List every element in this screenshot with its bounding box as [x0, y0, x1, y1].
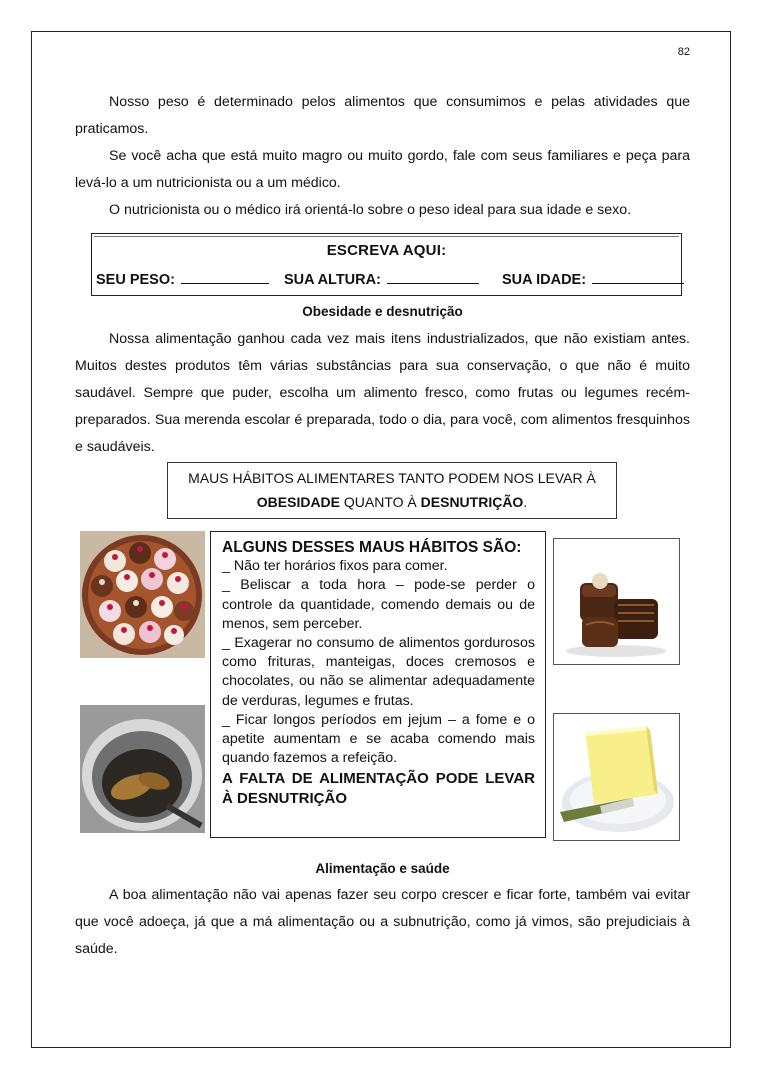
age-field[interactable]	[502, 272, 684, 288]
section-heading-obesity: Obesidade e desnutrição	[302, 304, 463, 319]
intro-paragraph-2: Se você acha que está muito magro ou muito gordo, fale com seus familiares e peça para levá-lo a um nutricionista ou a um médico.	[75, 148, 690, 191]
write-box-title: ESCREVA AQUI:	[326, 242, 447, 259]
section-heading-health: Alimentação e saúde	[315, 861, 450, 876]
intro-paragraph-3: O nutricionista ou o médico irá orientá-lo sobre o peso ideal para sua idade e sexo.	[109, 202, 632, 218]
weight-label: SEU PESO:	[96, 272, 175, 288]
warning-line-1: MAUS HÁBITOS ALIMENTARES TANTO PODEM NOS LEVAR À	[188, 470, 596, 486]
cupcakes-photo	[80, 531, 205, 658]
warning-malnutrition: DESNUTRIÇÃO	[420, 494, 524, 510]
frying-pot-photo	[80, 705, 205, 833]
height-blank[interactable]	[387, 282, 479, 284]
weight-blank[interactable]	[181, 282, 269, 284]
age-label: SUA IDADE:	[502, 272, 587, 288]
height-field[interactable]	[284, 272, 479, 288]
warning-obesity: OBESIDADE	[256, 494, 340, 510]
habits-title: ALGUNS DESSES MAUS HÁBITOS SÃO:	[222, 539, 522, 556]
height-label: SUA ALTURA:	[284, 272, 381, 288]
habit-item-1: _ Não ter horários fixos para comer.	[222, 558, 448, 575]
habit-item-3: _ Exagerar no consumo de alimentos gordurosos como frituras, manteigas, doces cremosos e chocolates, ou não se alimentar adequadamente de verduras, legumes e frutas.	[222, 635, 535, 709]
habit-item-2: _ Beliscar a toda hora – pode-se perder o controle da quantidade, comendo demais ou de menos, sem perceber.	[222, 577, 535, 632]
warning-line-2	[168, 490, 616, 514]
weight-field[interactable]	[96, 272, 269, 288]
habit-item-4: _ Ficar longos períodos em jejum – a fome e o apetite aumentam e se acaba comendo mais quando fazemos a refeição.	[222, 711, 535, 767]
warning-middle: QUANTO À	[340, 494, 421, 510]
obesity-paragraph: Nossa alimentação ganhou cada vez mais itens industrializados, que não existiam antes. Muitos destes produtos têm várias substâncias para sua conservação, o que não é muito saudável. Sempre que puder, escolha um alimento fresco, como frutas ou legumes recém-preparados. Sua merenda escolar é preparada, todo o dia, para você, com alimentos fresquinhos e saudáveis.	[75, 331, 690, 455]
chocolates-photo	[553, 538, 680, 665]
age-blank[interactable]	[592, 282, 684, 284]
intro-paragraph-1: Nosso peso é determinado pelos alimentos que consumimos e pelas atividades que praticamos.	[75, 94, 690, 137]
intro-text	[75, 89, 690, 224]
obesity-text	[75, 326, 690, 461]
warning-end: .	[523, 494, 528, 510]
butter-photo	[553, 713, 680, 841]
write-here-box	[91, 233, 682, 296]
health-paragraph: A boa alimentação não vai apenas fazer seu corpo crescer e ficar forte, também vai evitar que você adoeça, já que a má alimentação ou a subnutrição, como já vimos, são prejudiciais à saúde.	[75, 887, 690, 957]
health-text	[75, 882, 690, 963]
bad-habits-warning-box	[167, 462, 617, 519]
habits-footer: A FALTA DE ALIMENTAÇÃO PODE LEVAR À DESNUTRIÇÃO	[222, 770, 535, 807]
bad-habits-list-box	[210, 531, 546, 838]
page-number: 82	[677, 46, 690, 58]
